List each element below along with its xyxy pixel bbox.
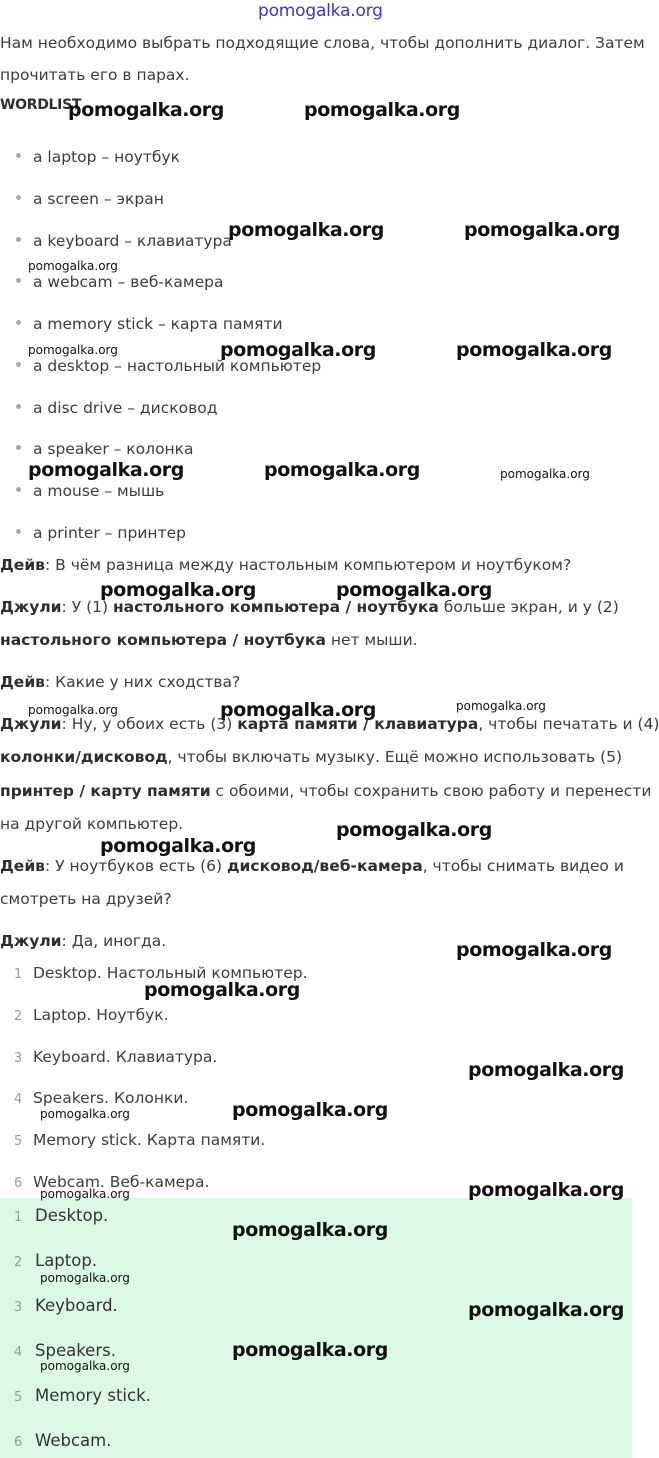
bullet-icon (16, 529, 21, 534)
watermark: pomogalka.org (220, 699, 376, 721)
dialogue-line: Дейв: Какие у них сходства? (0, 673, 241, 691)
answer-item: 2 Laptop. (14, 1251, 98, 1270)
wordlist-item: a memory stick – карта памяти (16, 313, 283, 335)
translation-item: 3 Keyboard. Клавиатура. (14, 1048, 218, 1066)
wordlist-item: a printer – принтер (16, 522, 186, 544)
watermark: pomogalka.org (228, 219, 384, 241)
speaker-name: Дейв (0, 556, 45, 574)
watermark: pomogalka.org (336, 819, 492, 841)
watermark: pomogalka.org (28, 343, 118, 357)
watermark: pomogalka.org (468, 1179, 624, 1201)
wordlist-item: a speaker – колонка (16, 438, 194, 460)
dialogue-line: Джули: У (1) настольного компьютера / ноутбука больше экран, и у (2) (0, 598, 619, 616)
dialogue-line: Дейв: В чём разница между настольным компьютером и ноутбуком? (0, 556, 572, 574)
bullet-icon (16, 237, 21, 242)
answer-item: 5 Memory stick. (14, 1386, 151, 1405)
watermark: pomogalka.org (468, 1299, 624, 1321)
watermark: pomogalka.org (40, 1271, 130, 1285)
bullet-icon (16, 278, 21, 283)
watermark: pomogalka.org (100, 835, 256, 857)
translation-item: 4 Speakers. Колонки. (14, 1089, 189, 1107)
watermark: pomogalka.org (500, 467, 590, 481)
watermark-top: pomogalka.org (258, 1, 383, 21)
wordlist-item: a webcam – веб-камера (16, 271, 223, 293)
watermark: pomogalka.org (28, 259, 118, 273)
watermark: pomogalka.org (68, 99, 224, 121)
watermark: pomogalka.org (40, 1359, 130, 1373)
watermark: pomogalka.org (100, 579, 256, 601)
dialogue-line: колонки/дисковод, чтобы включать музыку. Ещё можно использовать (5) (0, 748, 623, 766)
watermark: pomogalka.org (40, 1107, 130, 1121)
watermark: pomogalka.org (464, 219, 620, 241)
speaker-name: Дейв (0, 857, 45, 875)
bullet-icon (16, 320, 21, 325)
speaker-name: Джули (0, 715, 62, 733)
dialogue-line: настольного компьютера / ноутбука нет мыши. (0, 631, 418, 649)
watermark: pomogalka.org (468, 1059, 624, 1081)
speaker-name: Дейв (0, 673, 45, 691)
dialogue-line: на другой компьютер. (0, 815, 184, 833)
dialogue-line: принтер / карту памяти с обоими, чтобы сохранить свою работу и перенести (0, 782, 652, 800)
wordlist-item: a screen – экран (16, 188, 164, 210)
wordlist-item: a laptop – ноутбук (16, 146, 180, 168)
translation-item: 1 Desktop. Настольный компьютер. (14, 964, 308, 982)
speaker-name: Джули (0, 932, 62, 950)
answer-item: 4 Speakers. (14, 1341, 116, 1360)
watermark: pomogalka.org (456, 939, 612, 961)
translation-item: 5 Memory stick. Карта памяти. (14, 1131, 266, 1149)
watermark: pomogalka.org (232, 1339, 388, 1361)
translation-item: 6 Webcam. Веб-камера. (14, 1173, 210, 1191)
answer-item: 3 Keyboard. (14, 1296, 118, 1315)
watermark: pomogalka.org (144, 979, 300, 1001)
answer-item: 6 Webcam. (14, 1431, 112, 1450)
translation-item: 2 Laptop. Ноутбук. (14, 1006, 169, 1024)
bullet-icon (16, 445, 21, 450)
watermark: pomogalka.org (456, 699, 546, 713)
answer-item: 1 Desktop. (14, 1206, 109, 1225)
intro-line-2: прочитать его в парах. (0, 66, 190, 84)
dialogue-line: Джули: Да, иногда. (0, 932, 167, 950)
watermark: pomogalka.org (220, 339, 376, 361)
dialogue-line: смотреть на друзей? (0, 890, 172, 908)
bullet-icon (16, 153, 21, 158)
wordlist-heading: WORDLIST (0, 97, 82, 113)
watermark: pomogalka.org (304, 99, 460, 121)
watermark: pomogalka.org (336, 579, 492, 601)
wordlist-item: a keyboard – клавиатура (16, 230, 232, 252)
speaker-name: Джули (0, 598, 62, 616)
wordlist-item: a disc drive – дисковод (16, 397, 217, 419)
watermark: pomogalka.org (28, 459, 184, 481)
bullet-icon (16, 487, 21, 492)
watermark: pomogalka.org (456, 339, 612, 361)
watermark: pomogalka.org (40, 1187, 130, 1201)
dialogue-line: Дейв: У ноутбуков есть (6) дисковод/веб-камера, чтобы снимать видео и (0, 857, 624, 875)
bullet-icon (16, 362, 21, 367)
watermark: pomogalka.org (28, 703, 118, 717)
wordlist-item: a mouse – мышь (16, 480, 164, 502)
watermark: pomogalka.org (264, 459, 420, 481)
wordlist-item: a desktop – настольный компьютер (16, 355, 321, 377)
intro-line-1: Нам необходимо выбрать подходящие слова, чтобы дополнить диалог. Затем (0, 34, 645, 52)
dialogue-line: Джули: Ну, у обоих есть (3) карта памяти / клавиатура, чтобы печатать и (4) (0, 715, 659, 733)
bullet-icon (16, 195, 21, 200)
bullet-icon (16, 404, 21, 409)
watermark: pomogalka.org (232, 1219, 388, 1241)
watermark: pomogalka.org (232, 1099, 388, 1121)
